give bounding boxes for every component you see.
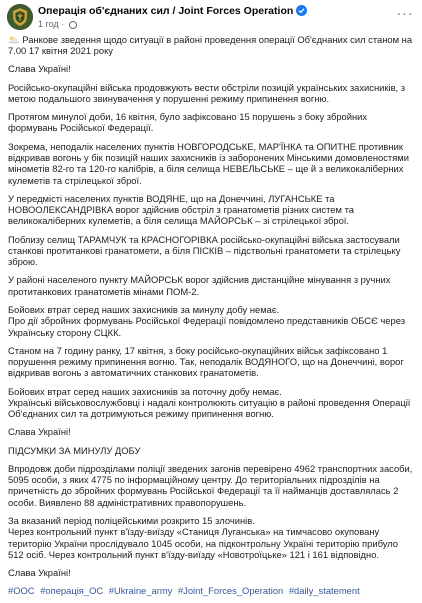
post-paragraph: Станом на 7 годину ранку, 17 квітня, з боку російсько-окупаційних військ зафіксовано 1 порушення режиму припинення вогню. Так, неподалік ВОДЯНОГО, що на Донеччині, ворог відкривав вогонь з автоматичних станкових гранатометів. [8,344,404,379]
hashtag-list [8,585,414,596]
hashtag-link[interactable]: #операція_ОС [40,585,104,597]
post-paragraph: У передмісті населених пунктів ВОДЯНЕ, що на Донеччині, ЛУГАНСЬКЕ та НОВООЛЕКСАНДРІВКА ворог здійснив обстріл з гранатометів різних систем та великокаліберних кулеметів, а біля селища МАЙОРСЬК – зі стрілецької зброї. [8,192,354,227]
post-paragraph: За вказаний період поліцейськими розкрито 15 злочинів. Через контрольний пункт в'їзду-виїзду «Станиця Луганська» на тимчасово окуповану територію України прослідувало 1045 особи, на підконтрольну Україні територію прибуло 512 осіб. Через контрольний пункт в'їзду-виїзду «Новотроїцьке» 121 і 161 відповідно. [8,514,399,560]
post-paragraph: Слава Україні! [8,63,71,75]
post-paragraph: Бойових втрат серед наших захисників за минулу добу немає. Про дії збройних формувань Російської Федерації повідомлено представників ОБСЄ через Українську сторону СЦКК. [8,303,406,338]
post-paragraph: У районі населеного пункту МАЙОРСЬК ворог здійснив дистанційне мінування з ручних протитанкових гранатометів мінами ПОМ-2. [8,274,391,297]
post-paragraph: Впродовж доби підрозділами поліції зведених загонів перевірено 4962 транспортних засоби, 5095 особи, з яких 4775 по інформаційному центру. До територіальних підрозділів на причетність до збройних формувань Російської Федерації та її найманців доставлялась 2 особи. Виявлено 88 адміністративних правопорушень. [8,462,413,508]
more-options-button[interactable] [396,5,414,22]
page-name[interactable]: Операція об'єднаних сил / Joint Forces Operation [38,5,294,17]
page-name-link[interactable] [38,5,307,17]
hashtag-link[interactable]: #daily_statement [288,585,360,597]
hashtag-link[interactable]: #ООС [8,585,35,597]
post-paragraph: Слава Україні! [8,567,71,579]
post-paragraph: Бойових втрат серед наших захисників за поточну добу немає. Українські військовослужбовці і надалі контролюють ситуацію в районі проведення Операції Об'єднаних сил та дотримуються режиму припинення вогню. [8,385,411,420]
post-meta [38,19,77,29]
post-header [0,0,422,36]
hashtag-link[interactable]: #Ukraine_army [108,585,173,597]
globe-icon [69,21,77,29]
post-paragraph: Російсько-окупаційні війська продовжують вести обстріли позицій українських захисників, з метою подальшого звинувачення у порушенні режиму припинення вогню. [8,81,406,104]
summary-heading: ПІДСУМКИ ЗА МИНУЛУ ДОБУ [8,444,141,456]
page-avatar[interactable] [7,4,33,30]
post-time[interactable]: 1 год [38,19,59,29]
post-intro: 🌥️ Ранкове зведення щодо ситуації в районі проведення операції Об'єднаних сил станом на 7.00 17 квітня 2021 року [8,34,413,57]
post-body [8,34,414,603]
hashtag-link[interactable]: #Joint_Forces_Operation [177,585,284,597]
post-paragraph: Поблизу селищ ТАРАМЧУК та КРАСНОГОРІВКА російсько-окупаційні війська застосували станкові протитанкові гранатомети, а біля ПІСКІВ – підствольні гранатомети та стрілецьку зброю. [8,233,401,268]
meta-separator: · [61,19,65,29]
post-paragraph: Слава Україні! [8,426,71,438]
post-paragraph: Зокрема, неподалік населених пунктів НОВГОРОДСЬКЕ, МАР'ЇНКА та ОПИТНЕ противник відкривав вогонь у бік позицій наших захисників із заборонених Мінськими домовленостями мінометів 82-го та 120-го калібрів, а біля селища НЕВЕЛЬСЬКЕ – ще й з великокаліберних кулеметів та стрілецької зброї. [8,140,409,186]
emblem-icon [7,4,33,30]
more-icon[interactable]: ··· [396,5,414,21]
verified-badge-icon [296,5,307,16]
post-paragraph: Протягом минулої доби, 16 квітня, було зафіксовано 15 порушень з боку збройних формувань Російської Федерації. [8,111,368,134]
